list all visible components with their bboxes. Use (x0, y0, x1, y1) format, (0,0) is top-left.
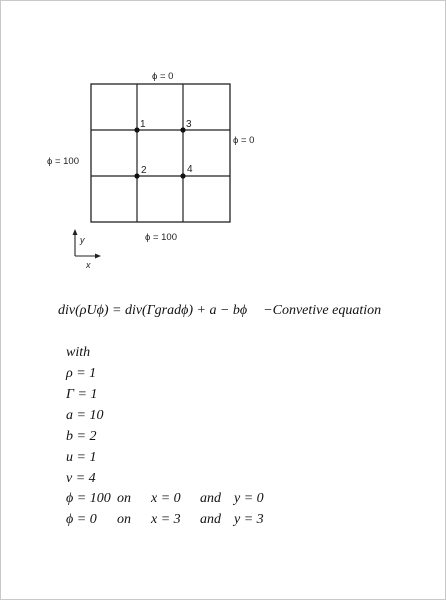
boundary-condition-1 (66, 491, 264, 507)
bc2-on: on (117, 512, 131, 527)
bc2-x: x = 3 (151, 512, 181, 527)
node-1-label: 1 (140, 119, 146, 130)
equation-body: div(ρUϕ) = div(Γgradϕ) + a − bϕ (58, 303, 248, 318)
param-v: v = 4 (66, 471, 96, 486)
bc1-x: x = 0 (151, 491, 181, 506)
bc1-y: y = 0 (234, 491, 264, 506)
node-4-label: 4 (187, 164, 193, 175)
boundary-condition-2 (66, 512, 264, 528)
grid-outline (91, 84, 230, 222)
grid-diagram (0, 0, 446, 290)
boundary-right-label: ϕ = 0 (233, 135, 255, 146)
boundary-top-label: ϕ = 0 (152, 71, 174, 82)
y-axis-arrowhead (73, 229, 78, 235)
equation-label: −Convetive equation (263, 303, 382, 318)
with-label: with (66, 345, 91, 360)
y-axis-label: y (80, 235, 85, 245)
node-1-dot (134, 127, 139, 132)
param-rho: ρ = 1 (66, 366, 97, 381)
bc1-and: and (200, 491, 221, 506)
x-axis-arrowhead (95, 254, 101, 259)
boundary-left-label: ϕ = 100 (47, 156, 79, 167)
param-gamma: Γ = 1 (66, 387, 98, 402)
convective-equation (58, 303, 381, 319)
x-axis-label: x (86, 260, 91, 270)
param-b: b = 2 (66, 429, 97, 444)
node-2-label: 2 (141, 165, 147, 176)
node-3-dot (180, 127, 185, 132)
boundary-bottom-label: ϕ = 100 (145, 232, 177, 243)
bc2-and: and (200, 512, 221, 527)
bc1-on: on (117, 491, 131, 506)
param-a: a = 10 (66, 408, 104, 423)
node-3-label: 3 (186, 119, 192, 130)
param-u: u = 1 (66, 450, 97, 465)
node-4-dot (180, 173, 185, 178)
bc1-phi: ϕ = 100 (66, 491, 111, 506)
node-2-dot (134, 173, 139, 178)
bc2-y: y = 3 (234, 512, 264, 527)
bc2-phi: ϕ = 0 (66, 512, 97, 527)
